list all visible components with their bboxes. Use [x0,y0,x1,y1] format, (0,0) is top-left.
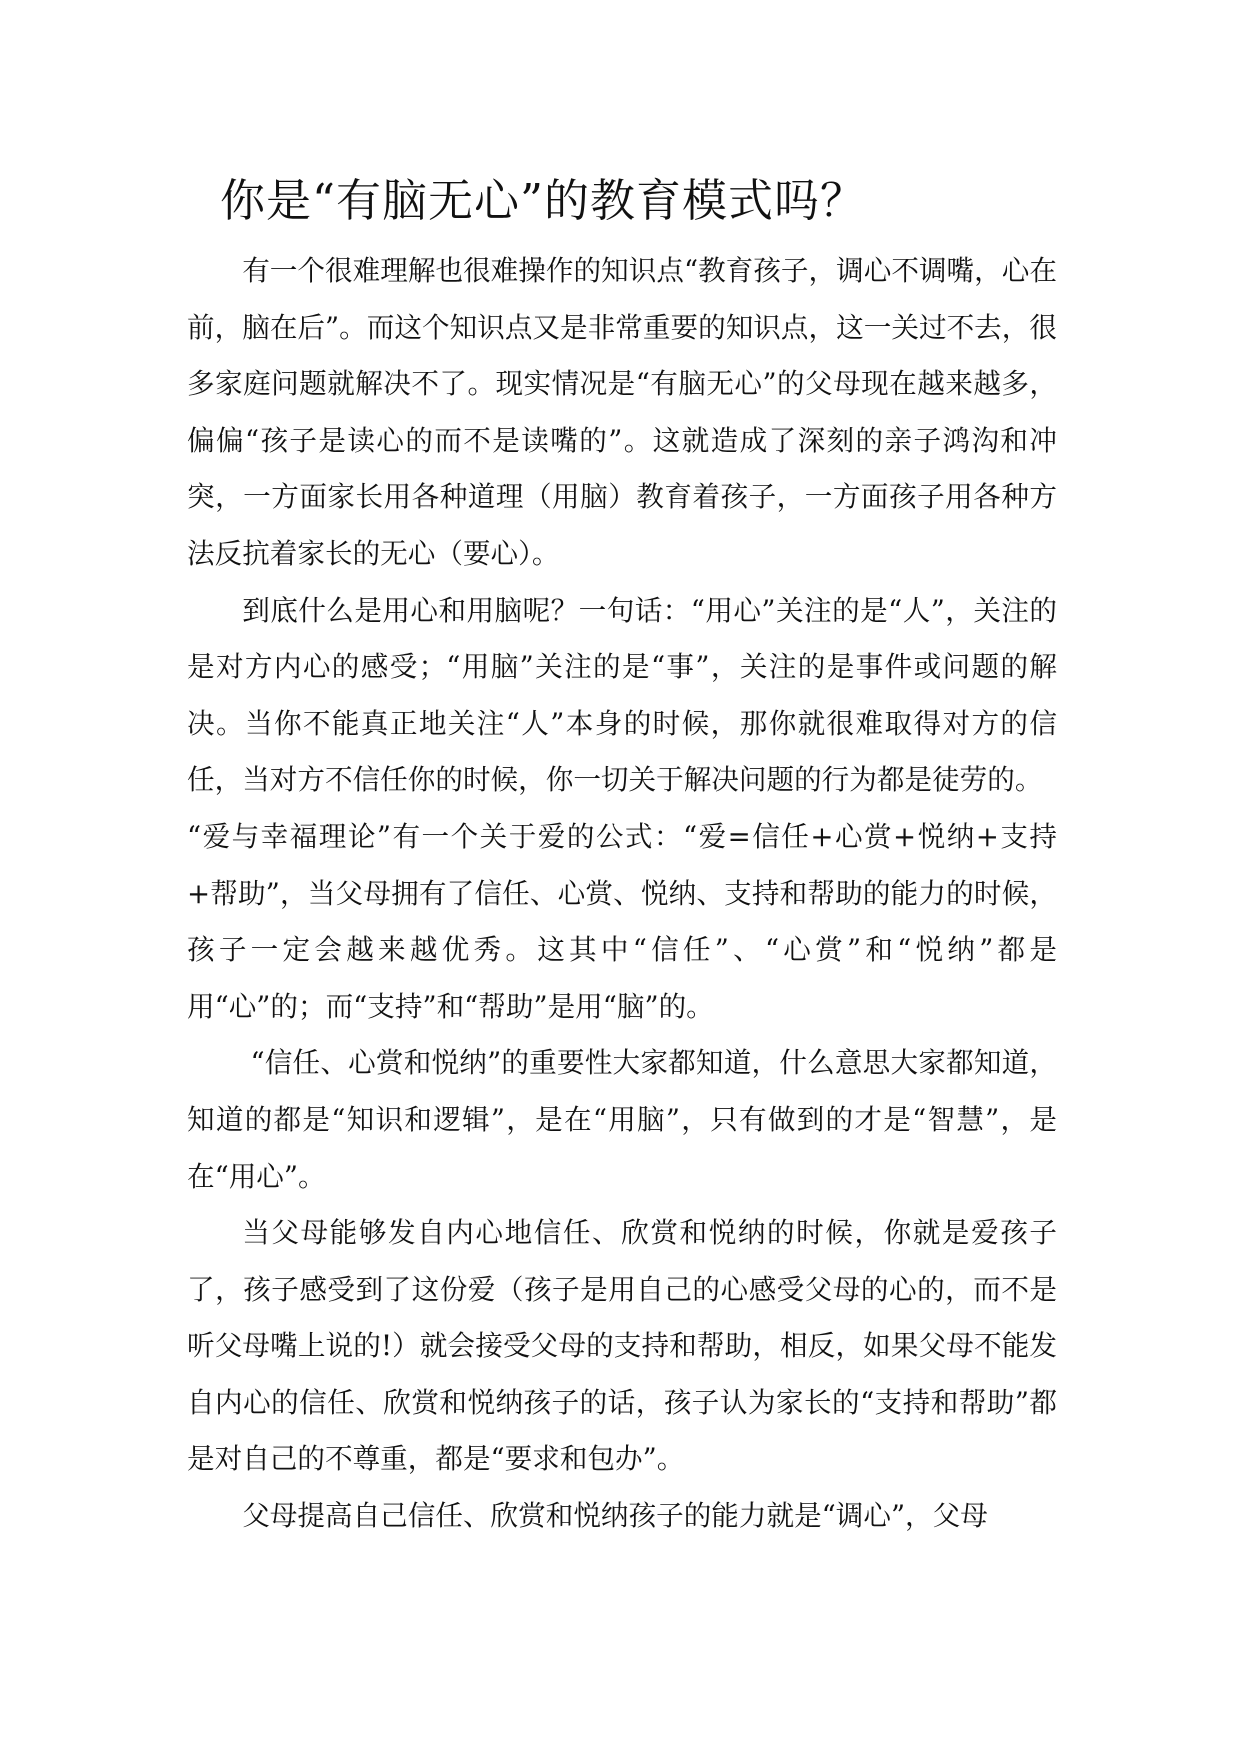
paragraph-1: 有一个很难理解也很难操作的知识点“教育孩子，调心不调嘴，心在前，脑在后”。而这个知识点又是非常重要的知识点，这一关过不去，很多家庭问题就解决不了。现实情况是“有脑无心”的父母现在越来越多，偏偏“孩子是读心的而不是读嘴的”。这就造成了深刻的亲子鸿沟和冲突，一方面家长用各种道理（用脑）教育着孩子，一方面孩子用各种方法反抗着家长的无心（要心）。 [187,254,1057,570]
paragraph-4: “信任、心赏和悦纳”的重要性大家都知道，什么意思大家都知道，知道的都是“知识和逻辑”，是在“用脑”，只有做到的才是“智慧”，是在“用心”。 [187,1046,1057,1193]
article-body [187,243,1057,1545]
paragraph-6: 父母提高自己信任、欣赏和悦纳孩子的能力就是“调心”，父母 [242,1499,988,1533]
paragraph-3: “爱与幸福理论”有一个关于爱的公式：“爱=信任+心赏+悦纳+支持+帮助”，当父母拥有了信任、心赏、悦纳、支持和帮助的能力的时候，孩子一定会越来越优秀。这其中“信任”、“心赏”和“悦纳”都是用“心”的；而“支持”和“帮助”是用“脑”的。 [187,819,1057,1023]
article-title: 你是“有脑无心”的教育模式吗？ [220,174,867,227]
paragraph-5: 当父母能够发自内心地信任、欣赏和悦纳的时候，你就是爱孩子了，孩子感受到了这份爱（孩子是用自己的心感受父母的心的，而不是听父母嘴上说的!）就会接受父母的支持和帮助，相反，如果父母不能发自内心的信任、欣赏和悦纳孩子的话，孩子认为家长的“支持和帮助”都是对自己的不尊重，都是“要求和包办”。 [187,1216,1057,1476]
paragraph-2: 到底什么是用心和用脑呢？一句话：“用心”关注的是“人”，关注的是对方内心的感受；“用脑”关注的是“事”，关注的是事件或问题的解决。当你不能真正地关注“人”本身的时候，那你就很难取得对方的信任，当对方不信任你的时候，你一切关于解决问题的行为都是徒劳的。 [187,593,1057,797]
